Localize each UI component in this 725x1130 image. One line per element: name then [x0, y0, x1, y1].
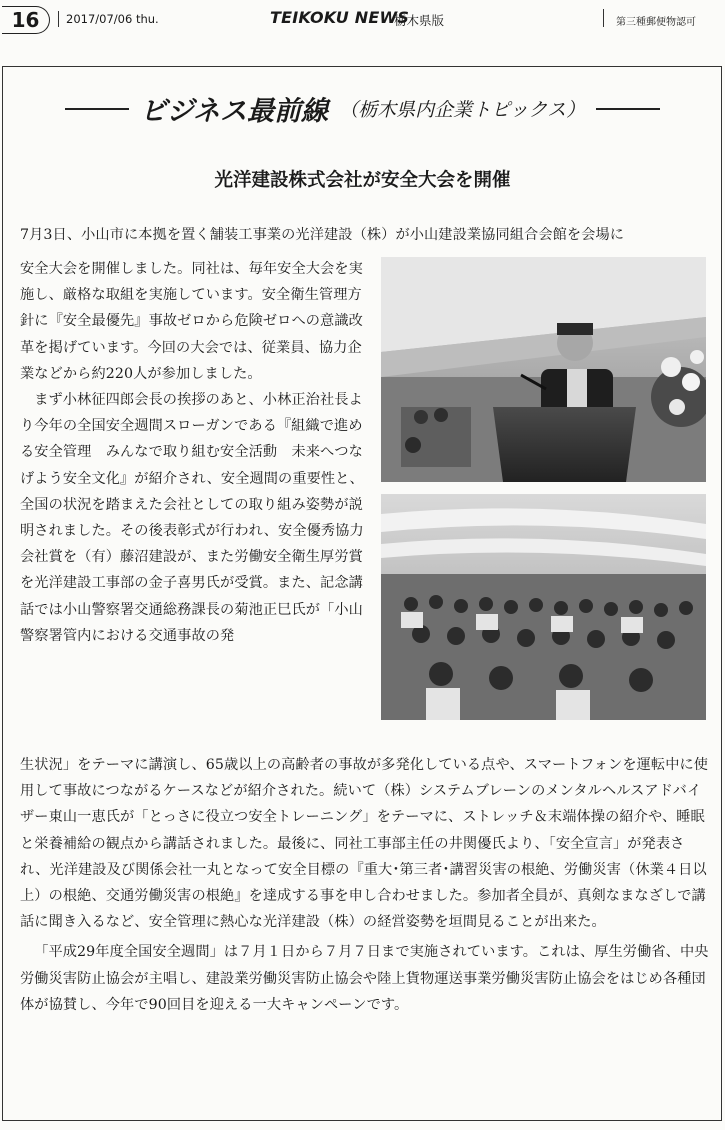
title-rule-right	[596, 108, 660, 110]
postal-permit: 第三種郵便物認可	[616, 17, 696, 28]
page-number: 16	[2, 6, 50, 34]
title-rule-left	[65, 108, 129, 110]
article-headline: 光洋建設株式会社が安全大会を開催	[214, 170, 511, 191]
masthead: TEIKOKU NEWS	[270, 8, 410, 27]
page-header	[0, 0, 725, 40]
header-divider	[58, 11, 59, 27]
header-divider	[603, 9, 604, 27]
issue-date: 2017/07/06 thu.	[66, 12, 159, 26]
paragraph-3: 「平成29年度全国安全週間」は７月１日から７月７日まで実施されています。これは、厚生労働省、中央労働災害防止協会が主唱し、建設業労働災害防止協会や陸上貨物運送事業労働災害防止協会をはじめ各種団体が協賛し、今年で90回目を迎える一大キャンペーンです。	[20, 944, 709, 1013]
full-width-text	[20, 752, 710, 1018]
left-column	[20, 256, 370, 649]
paragraph-2-continued: 生状況」をテーマに講演し、65歳以上の高齢者の事故が多発化している点や、スマートフォンを運転中に使用して事故につながるケースなどが紹介された。続いて（株）システムブレーンのメンタルヘルスアドバイザー東山一恵氏が「とっさに役立つ安全トレーニング」をテーマに、ストレッチ＆末端体操の紹介や、睡眠と栄養補給の観点から講話されました。最後に、同社工事部主任の井関優氏より、「安全宣言」が発表され、光洋建設及び関係会社一丸となって安全目標の『重大･第三者･講習災害の根絶、労働災害（休業４日以上）の根絶、交通労働災害の根絶』を達成する事を申し合わせました。参加者全員が、真剣なまなざしで講話に聞き入るなど、安全管理に熱心な光洋建設（株）の経営姿勢を垣間見ることが出来た。	[20, 757, 709, 931]
section-subtitle: （栃木県内企業トピックス）	[339, 99, 586, 121]
paragraph-1: 安全大会を開催しました。同社は、毎年安全大会を実施し、厳格な取組を実施しています。安全衛生管理方針に『安全最優先』事故ゼロから危険ゼロへの意識改革を掲げています。今回の大会では、従業員、協力企業などから約220人が参加しました。	[20, 261, 363, 382]
section-title	[0, 89, 725, 128]
lead-paragraph: 7月3日、小山市に本拠を置く舗装工事業の光洋建設（株）が小山建設業協同組合会館を会場に	[20, 227, 625, 243]
speaker-at-podium-photo	[381, 257, 706, 482]
edition-label: 栃木県版	[394, 13, 445, 28]
paragraph-2: まず小林征四郎会長の挨拶のあと、小林正治社長より今年の全国安全週間スローガンである『組織で進める安全管理 みんなで取り組む安全活動 未来へつなげよう安全文化』が紹介され、安全週間の重要性と、全国の状況を踏まえた会社としての取り組み姿勢が説明されました。その後表彰式が行われ、安全優秀協力会社賞を（有）藤沼建設が、また労働安全衛生厚労賞を光洋建設工事部の金子喜男氏が受賞。また、記念講話では小山警察署交通総務課長の菊池正巳氏が「小山警察署管内における交通事故の発	[20, 392, 364, 644]
section-main-title: ビジネス最前線	[139, 96, 329, 127]
audience-hall-photo	[381, 494, 706, 720]
